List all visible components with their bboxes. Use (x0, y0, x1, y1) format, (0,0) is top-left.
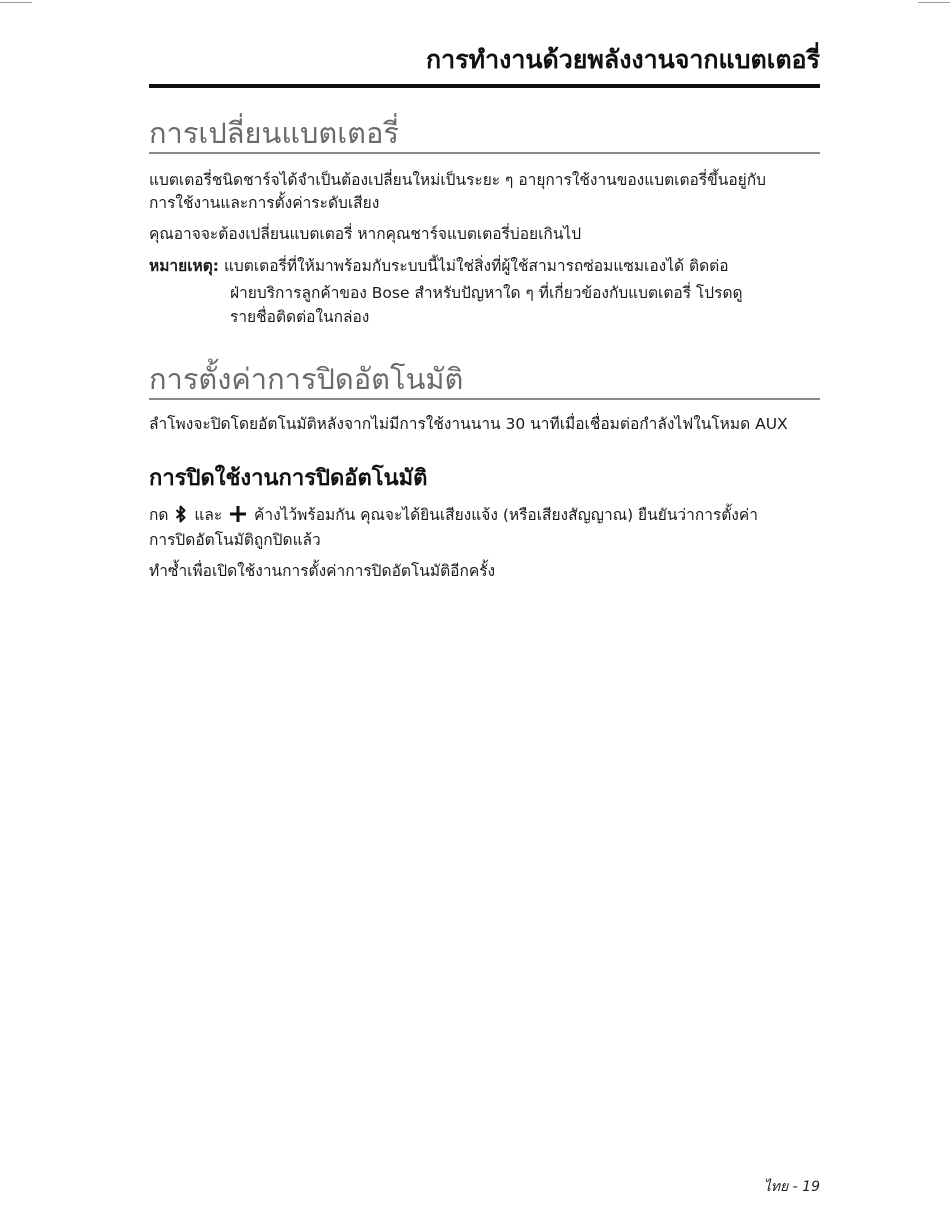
section-title-battery: การเปลี่ยนแบตเตอรี่ (149, 116, 399, 150)
auto-off-paragraph: ลำโพงจะปิดโดยอัตโนมัติหลังจากไม่มีการใช้งานนาน 30 นาทีเมื่อเชื่อมต่อกำลังไฟในโหมด AUX (149, 415, 788, 433)
battery-paragraph-line-1: แบตเตอรี่ชนิดชาร์จได้จำเป็นต้องเปลี่ยนใหม่เป็นระยะ ๆ อายุการใช้งานของแบตเตอรี่ขึ้นอยู่กับ (149, 171, 766, 189)
page-number: ไทย - 19 (763, 1179, 820, 1195)
plus-icon (229, 505, 247, 529)
disable-step-line-2: การปิดอัตโนมัติถูกปิดแล้ว (149, 531, 321, 549)
crop-mark-right (918, 2, 950, 3)
battery-note-first-line (149, 255, 729, 277)
subsection-title-disable-auto-off: การปิดใช้งานการปิดอัตโนมัติ (149, 466, 428, 491)
bluetooth-icon (175, 505, 187, 529)
battery-paragraph-2: คุณอาจจะต้องเปลี่ยนแบตเตอรี่ หากคุณชาร์จแบตเตอรี่บ่อยเกินไป (149, 225, 582, 243)
section-title-auto-off: การตั้งค่าการปิดอัตโนมัติ (149, 362, 464, 396)
section-rule-battery (149, 152, 820, 154)
step-and: และ (194, 506, 223, 524)
step-prefix: กด (149, 506, 169, 524)
note-line-1: แบตเตอรี่ที่ให้มาพร้อมกับระบบนี้ไม่ใช่สิ่งที่ผู้ใช้สามารถซ่อมแซมเองได้ ติดต่อ (223, 257, 729, 275)
page-header-title: การทำงานด้วยพลังงานจากแบตเตอรี่ (426, 45, 820, 74)
header-rule (149, 84, 820, 88)
note-line-3: รายชื่อติดต่อในกล่อง (230, 308, 370, 326)
crop-mark-left (0, 2, 32, 3)
note-label: หมายเหตุ: (149, 257, 219, 275)
section-rule-auto-off (149, 398, 820, 400)
step-rest: ค้างไว้พร้อมกัน คุณจะได้ยินเสียงแจ้ง (หรือเสียงสัญญาณ) ยืนยันว่าการตั้งค่า (254, 506, 758, 524)
repeat-instruction: ทำซ้ำเพื่อเปิดใช้งานการตั้งค่าการปิดอัตโนมัติอีกครั้ง (149, 562, 496, 580)
note-line-2: ฝ่ายบริการลูกค้าของ Bose สำหรับปัญหาใด ๆ ที่เกี่ยวข้องกับแบตเตอรี่ โปรดดู (230, 284, 743, 302)
battery-paragraph-line-2: การใช้งานและการตั้งค่าระดับเสียง (149, 194, 380, 212)
disable-step-line-1 (149, 504, 758, 529)
